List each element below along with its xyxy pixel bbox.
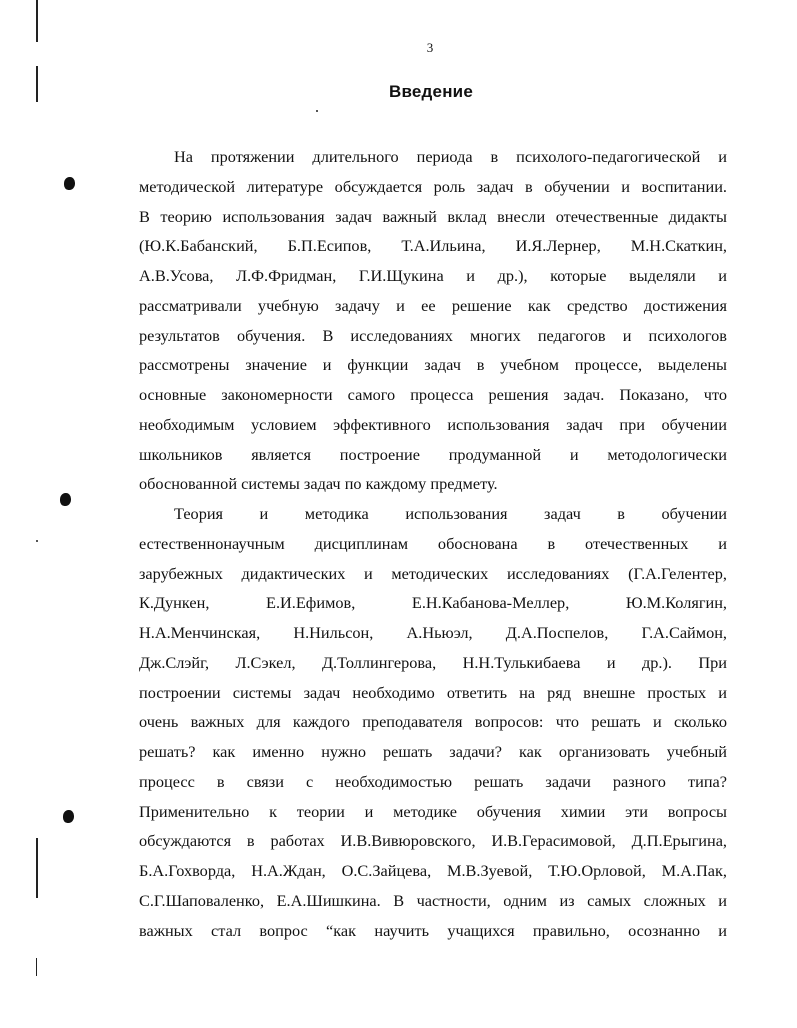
text-line: зарубежных дидактических и методических исследованиях (Г.А.Гелентер,: [139, 563, 727, 583]
text-line: А.В.Усова, Л.Ф.Фридман, Г.И.Щукина и др.), которые выделяли и: [139, 266, 727, 285]
text-line: Применительно к теории и методике обучения химии эти вопросы: [139, 801, 727, 821]
text-line: необходимым условием эффективного использования задач при обучении: [139, 414, 727, 434]
text-line: обсуждаются в работах И.В.Вивюровского, И.В.Герасимовой, Д.П.Ерыгина,: [139, 831, 727, 851]
document-body: [139, 142, 727, 945]
text-line: В теорию использования задач важный вклад внесли отечественные дидакты: [139, 206, 727, 226]
text-line: Теория и методика использования задач в обучении: [174, 504, 727, 523]
hole-punch-mark-2: [60, 493, 71, 506]
text-line: Дж.Слэйг, Л.Сэкел, Д.Толлингерова, Н.Н.Тулькибаева и др.). При: [139, 652, 727, 672]
text-line: методической литературе обсуждается роль задач в обучении и воспитании.: [139, 176, 727, 196]
text-line: рассматривали учебную задачу и ее решение как средство достижения: [139, 295, 727, 315]
page-number: 3: [426, 40, 434, 55]
text-line: построении системы задач необходимо ответить на ряд внешне простых и: [139, 682, 727, 702]
text-line: (Ю.К.Бабанский, Б.П.Есипов, Т.А.Ильина, И.Я.Лернер, М.Н.Скаткин,: [139, 236, 727, 256]
text-line: На протяжении длительного периода в психолого-педагогической и: [174, 147, 727, 166]
scan-edge-mark-lower: [36, 838, 38, 898]
page-title: Введение: [389, 82, 473, 101]
text-line: Б.А.Гохворда, Н.А.Ждан, О.С.Зайцева, М.В.Зуевой, Т.Ю.Орловой, М.А.Пак,: [139, 861, 727, 880]
scan-speck: [316, 110, 318, 112]
text-line: решать? как именно нужно решать задачи? как организовать учебный: [139, 742, 727, 761]
scan-edge-mark-bottom: [36, 958, 37, 976]
text-line: очень важных для каждого преподавателя вопросов: что решать и сколько: [139, 712, 727, 732]
text-line: К.Дункен, Е.И.Ефимов, Е.Н.Кабанова-Меллер, Ю.М.Колягин,: [139, 593, 727, 613]
text-line: школьников является построение продуманной и методологически: [139, 444, 727, 464]
text-line: процесс в связи с необходимостью решать задачи разного типа?: [139, 771, 727, 791]
text-line: естественнонаучным дисциплинам обоснована в отечественных и: [139, 533, 727, 553]
text-line: основные закономерности самого процесса решения задач. Показано, что: [139, 385, 727, 404]
text-line: обоснованной системы задач по каждому предмету.: [139, 474, 498, 494]
text-line: рассмотрены значение и функции задач в учебном процессе, выделены: [139, 355, 727, 375]
text-line: Н.А.Менчинская, Н.Нильсон, А.Ньюэл, Д.А.Поспелов, Г.А.Саймон,: [139, 623, 727, 642]
scan-edge-mark-top: [36, 0, 38, 42]
scan-speck: [36, 540, 38, 542]
text-line: С.Г.Шаповаленко, Е.А.Шишкина. В частности, одним из самых сложных и: [139, 890, 727, 910]
text-line: результатов обучения. В исследованиях многих педагогов и психологов: [139, 325, 727, 345]
text-line: важных стал вопрос “как научить учащихся правильно, осознанно и: [139, 920, 727, 940]
hole-punch-mark-1: [64, 177, 75, 190]
hole-punch-mark-3: [63, 810, 74, 823]
